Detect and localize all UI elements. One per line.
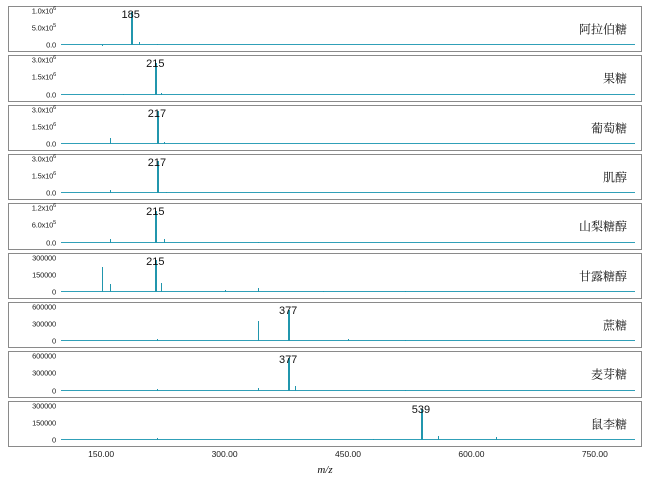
- sample-label: 山梨糖醇: [578, 219, 627, 234]
- spectrum-panel: [8, 154, 642, 200]
- y-tick-label: 0.0: [46, 238, 56, 248]
- y-axis-ticks: [9, 56, 61, 100]
- spectrum-panel: [8, 253, 642, 299]
- spectrum-peak: [405, 291, 406, 292]
- spectrum-peak: [164, 239, 165, 243]
- spectrum-peak: [258, 388, 259, 390]
- spectrum-peak: [110, 239, 111, 243]
- spectrum-peak: [258, 321, 259, 342]
- spectrum-peak: [348, 339, 349, 341]
- sample-label: 麦芽糖: [590, 367, 627, 382]
- sample-label: 葡萄糖: [590, 121, 627, 136]
- plot-area: [61, 107, 635, 144]
- spectrum-peak: [225, 290, 226, 292]
- y-tick-label: 300000: [32, 401, 56, 411]
- spectrum-peak: [164, 142, 165, 144]
- plot-area: [61, 356, 635, 390]
- x-axis-title: m/z: [317, 464, 333, 476]
- x-tick-label: 300.00: [211, 449, 238, 459]
- spectrum-peak: [438, 436, 439, 440]
- spectrum-peak: [157, 44, 158, 45]
- y-tick-label: 600000: [32, 351, 56, 361]
- x-tick-label: 600.00: [458, 449, 485, 459]
- sample-label: 甘露糖醇: [578, 269, 627, 284]
- y-axis-ticks: [9, 7, 61, 51]
- spectrum-panel: [8, 55, 642, 101]
- spectrum-peak: [496, 437, 497, 440]
- spectrum-peak: [157, 389, 158, 391]
- spectrum-panel: [8, 351, 642, 397]
- peak-annotation: 217: [147, 107, 167, 120]
- y-tick-label: $1.2x10^6$: [31, 203, 56, 213]
- peak-annotation: 539: [411, 403, 431, 416]
- spectrum-peak: [258, 439, 259, 440]
- sample-label: 阿拉伯糖: [578, 22, 627, 37]
- spectrum-peak: [405, 390, 406, 391]
- baseline: [61, 439, 635, 440]
- peak-annotation: 377: [278, 304, 298, 317]
- baseline: [61, 390, 635, 391]
- spectrum-panel: [8, 105, 642, 151]
- y-axis-ticks: [9, 254, 61, 298]
- baseline: [61, 94, 635, 95]
- sample-label: 鼠李糖: [590, 417, 627, 432]
- y-axis-ticks: [9, 204, 61, 248]
- peak-annotation: 185: [121, 9, 140, 21]
- peak-annotation: 215: [146, 255, 165, 268]
- y-tick-label: $1.5x10^6$: [31, 72, 56, 82]
- y-tick-label: $6.0x10^5$: [31, 220, 56, 230]
- y-tick-label: 0.0: [46, 90, 56, 100]
- spectrum-peak: [110, 284, 111, 292]
- spectrum-peak: [102, 267, 103, 292]
- y-tick-label: 0.0: [46, 40, 56, 50]
- plot-area: [61, 403, 635, 440]
- spectra-panel-stack: [8, 6, 642, 447]
- baseline: [61, 291, 635, 292]
- spectrum-peak: [161, 283, 162, 292]
- baseline: [61, 44, 635, 45]
- sample-label: 果糖: [602, 71, 627, 86]
- spectrum-panel: [8, 302, 642, 348]
- spectrum-panel: [8, 401, 642, 447]
- y-tick-label: 600000: [32, 302, 56, 312]
- spectrum-peak: [157, 438, 158, 440]
- baseline: [61, 192, 635, 193]
- y-tick-label: $3.0x10^6$: [31, 153, 56, 164]
- sample-label: 肌醇: [602, 170, 627, 185]
- spectrum-peak: [405, 340, 406, 341]
- spectrum-peak: [295, 386, 296, 390]
- y-tick-label: 0: [52, 435, 56, 445]
- y-axis-ticks: [9, 155, 61, 199]
- spectrum-peak: [139, 42, 140, 45]
- spectrum-peak: [373, 439, 374, 440]
- spectrum-peak: [161, 93, 162, 94]
- y-tick-label: $3.0x10^6$: [31, 104, 56, 115]
- baseline: [61, 143, 635, 144]
- peak-annotation: 217: [147, 156, 167, 169]
- plot-area: [61, 208, 635, 242]
- y-tick-label: 300000: [32, 319, 56, 329]
- y-axis-ticks: [9, 352, 61, 396]
- y-tick-label: $1.5x10^6$: [31, 171, 56, 181]
- spectrum-peak: [166, 192, 167, 193]
- y-axis-ticks: [9, 303, 61, 347]
- y-tick-label: 0: [52, 287, 56, 297]
- spectrum-panel: [8, 6, 642, 52]
- spectrum-peak: [110, 138, 111, 144]
- y-axis-ticks: [9, 106, 61, 150]
- peak-annotation: 215: [146, 58, 165, 71]
- y-tick-label: $5.0x10^5$: [31, 23, 56, 33]
- spectrum-peak: [258, 242, 259, 243]
- y-tick-label: $3.0x10^6$: [31, 55, 56, 65]
- sample-label: 蔗糖: [602, 318, 627, 333]
- y-tick-label: 300000: [32, 253, 56, 263]
- y-tick-label: $1.0x10^6$: [31, 6, 56, 16]
- peak-annotation: 215: [146, 206, 165, 219]
- y-axis-ticks: [9, 402, 61, 446]
- plot-area: [61, 11, 635, 45]
- y-tick-label: 300000: [32, 368, 56, 378]
- peak-annotation: 377: [278, 354, 298, 367]
- plot-area: [61, 255, 635, 292]
- baseline: [61, 242, 635, 243]
- y-tick-label: 0: [52, 386, 56, 396]
- y-tick-label: 0.0: [46, 188, 56, 198]
- plot-area: [61, 60, 635, 94]
- spectrum-peak: [323, 291, 324, 292]
- y-tick-label: 0.0: [46, 139, 56, 149]
- x-axis-ticks: [8, 449, 642, 463]
- y-tick-label: 150000: [32, 418, 56, 428]
- spectrum-peak: [157, 339, 158, 341]
- spectrum-panel: [8, 203, 642, 249]
- spectrum-peak: [110, 190, 111, 193]
- y-tick-label: 0: [52, 336, 56, 346]
- x-tick-label: 450.00: [335, 449, 361, 459]
- x-tick-label: 750.00: [581, 449, 608, 459]
- spectrum-peak: [258, 288, 259, 292]
- y-tick-label: $1.5x10^6$: [31, 121, 56, 132]
- plot-area: [61, 304, 635, 341]
- y-tick-label: 150000: [32, 270, 56, 280]
- plot-area: [61, 156, 635, 193]
- x-tick-label: 150.00: [88, 449, 115, 459]
